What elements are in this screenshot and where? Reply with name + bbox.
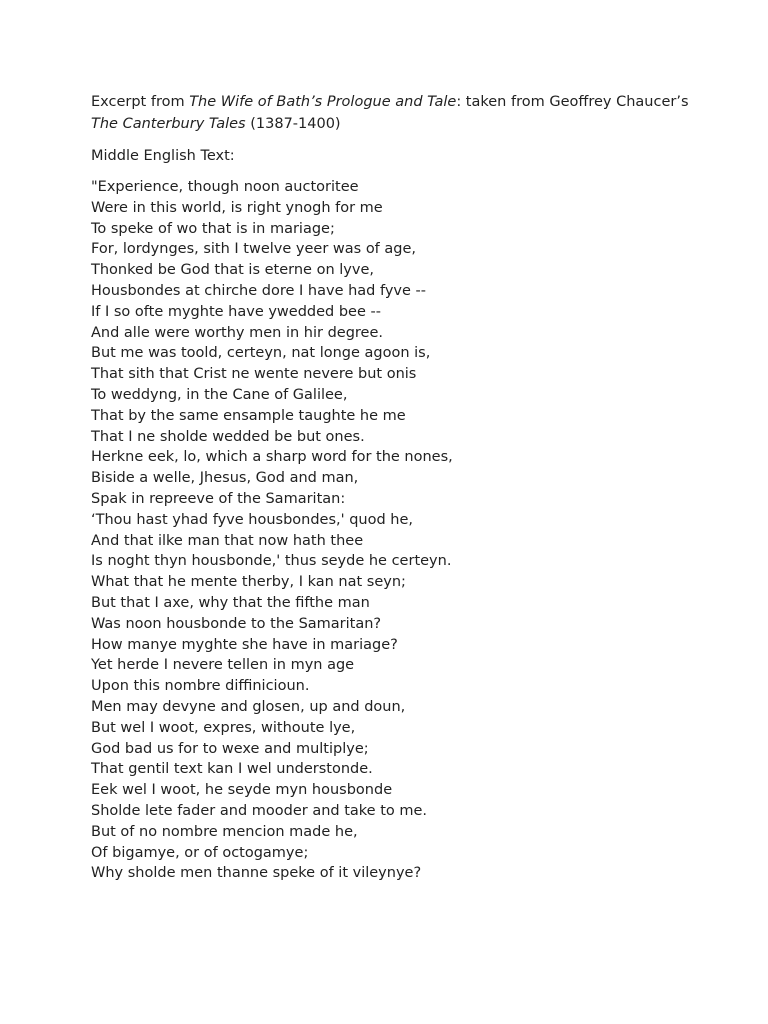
poem-line: What that he mente therby, I kan nat seyn; [91, 574, 406, 591]
work-title: The Wife of Bath’s Prologue and Tale [189, 94, 457, 110]
poem-line: To speke of wo that is in mariage; [91, 220, 335, 237]
poem-line: "Experience, though noon auctoritee [91, 179, 359, 195]
poem-line: ‘Thou hast yhad fyve housbondes,' quod he, [91, 511, 414, 528]
poem-line: Were in this world, is right ynogh for me [91, 199, 383, 216]
poem-line: Was noon housbonde to the Samaritan? [91, 615, 382, 632]
poem-line: Housbondes at chirche dore I have had fyve -- [91, 282, 426, 299]
heading-prefix: Excerpt from [91, 94, 190, 110]
poem-line: Herkne eek, lo, which a sharp word for the nones, [91, 449, 453, 466]
poem-line: Of bigamye, or of octogamye; [91, 844, 309, 861]
section-label: Middle English Text: [91, 148, 235, 164]
poem-line: Yet herde I nevere tellen in myn age [91, 657, 355, 674]
poem-line: That gentil text kan I wel understonde. [91, 761, 373, 778]
poem-line: Upon this nombre diffinicioun. [91, 678, 310, 695]
poem-line: Why sholde men thanne speke of it vileynye? [91, 865, 422, 882]
heading-suffix: (1387-1400) [245, 116, 341, 132]
heading-middle: : taken from Geoffrey Chaucer’s [456, 94, 689, 110]
poem-line: Thonked be God that is eterne on lyve, [91, 262, 374, 279]
poem-line: To weddyng, in the Cane of Galilee, [91, 386, 348, 403]
poem-line: And alle were worthy men in hir degree. [91, 324, 383, 341]
document-page [91, 91, 711, 884]
poem-line: That I ne sholde wedded be but ones. [91, 428, 365, 445]
poem-line: But me was toold, certeyn, nat longe agoon is, [91, 345, 431, 362]
poem-line: Biside a welle, Jhesus, God and man, [91, 470, 359, 487]
document-heading [91, 91, 711, 135]
poem-line: God bad us for to wexe and multiplye; [91, 740, 369, 757]
poem-line: Sholde lete fader and mooder and take to me. [91, 802, 428, 819]
poem-line: But that I axe, why that the fifthe man [91, 594, 370, 611]
poem-line: How manye myghte she have in mariage? [91, 636, 398, 653]
poem-line: For, lordynges, sith I twelve yeer was of age, [91, 241, 417, 258]
poem-line: That sith that Crist ne wente nevere but onis [91, 366, 417, 383]
poem-line: That by the same ensample taughte he me [91, 407, 406, 424]
poem-line: Eek wel I woot, he seyde myn housbonde [91, 782, 393, 799]
collection-title: The Canterbury Tales [91, 116, 246, 132]
poem-line: Is noght thyn housbonde,' thus seyde he certeyn. [91, 553, 452, 570]
poem-line: Men may devyne and glosen, up and doun, [91, 698, 406, 715]
poem-line: But of no nombre mencion made he, [91, 823, 358, 840]
poem-line: But wel I woot, expres, withoute lye, [91, 719, 356, 736]
poem-line: If I so ofte myghte have ywedded bee -- [91, 303, 381, 320]
poem-line: And that ilke man that now hath thee [91, 532, 364, 549]
poem-line: Spak in repreeve of the Samaritan: [91, 490, 346, 507]
poem-text [91, 177, 711, 884]
